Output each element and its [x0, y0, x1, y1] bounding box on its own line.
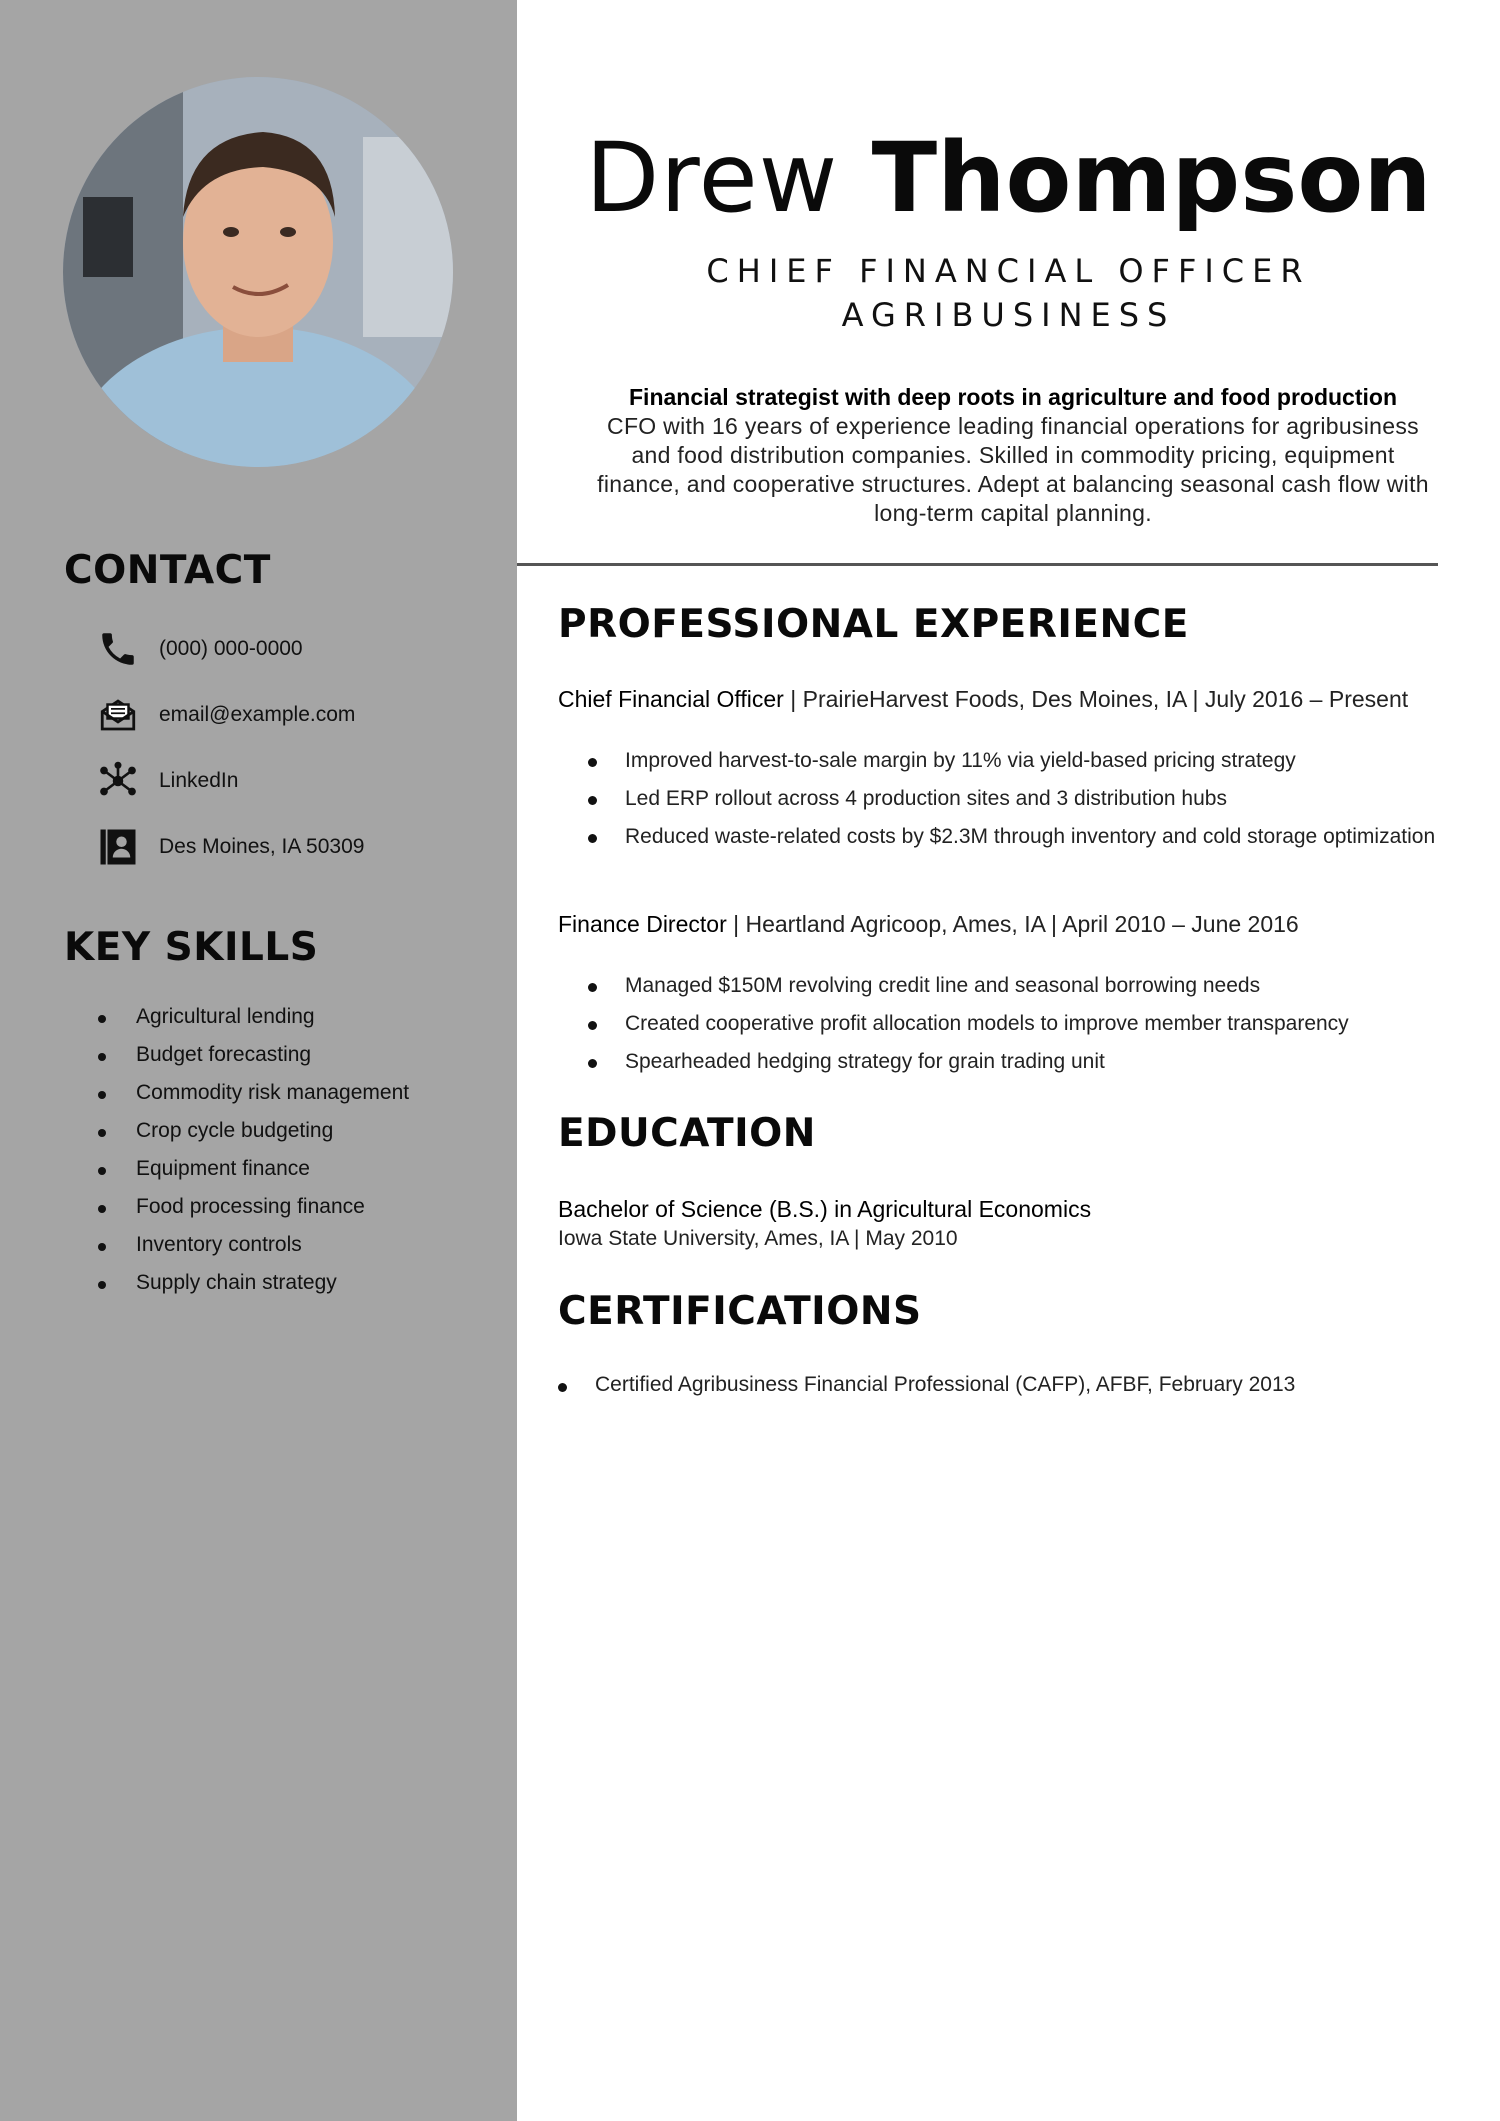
list-item: Spearheaded hedging strategy for grain trading unit	[588, 1048, 1438, 1075]
list-item: Created cooperative profit allocation models to improve member transparency	[588, 1010, 1438, 1037]
job-1-role: Chief Financial Officer	[558, 686, 784, 712]
job-industry: AGRIBUSINESS	[841, 296, 1176, 334]
job-1-bullets	[588, 747, 1438, 861]
bullet-icon	[98, 1015, 106, 1023]
job-1-header	[558, 686, 1408, 713]
email-icon	[96, 693, 140, 737]
list-item: Budget forecasting	[98, 1040, 409, 1078]
bullet-icon	[98, 1091, 106, 1099]
experience-heading: PROFESSIONAL EXPERIENCE	[558, 602, 1189, 647]
contact-address	[96, 825, 365, 869]
list-item: Led ERP rollout across 4 production sites and 3 distribution hubs	[588, 785, 1438, 812]
certifications-heading: CERTIFICATIONS	[558, 1289, 922, 1334]
contact-heading: CONTACT	[64, 548, 271, 593]
bullet-icon	[588, 758, 597, 767]
sidebar	[0, 0, 517, 2121]
bullet-icon	[98, 1053, 106, 1061]
job-title: CHIEF FINANCIAL OFFICER	[706, 252, 1311, 290]
summary-headline: Financial strategist with deep roots in agriculture and food production	[629, 384, 1397, 410]
certifications-list	[558, 1371, 1295, 1398]
bullet-icon	[588, 1059, 597, 1068]
list-item: Crop cycle budgeting	[98, 1116, 409, 1154]
contact-address-text: Des Moines, IA 50309	[159, 835, 365, 858]
header-divider	[517, 563, 1438, 566]
education-degree: Bachelor of Science (B.S.) in Agricultural Economics	[558, 1196, 1092, 1222]
contact-email-text: email@example.com	[159, 703, 356, 726]
contact-phone	[96, 627, 303, 671]
bullet-icon	[558, 1383, 567, 1392]
list-item: Improved harvest-to-sale margin by 11% via yield-based pricing strategy	[588, 747, 1438, 774]
bullet-icon	[588, 796, 597, 805]
contact-linkedin[interactable]	[96, 759, 239, 803]
job-2-meta: | Heartland Agricoop, Ames, IA | April 2010 – June 2016	[726, 911, 1299, 937]
profile-photo	[63, 77, 453, 467]
bullet-icon	[98, 1129, 106, 1137]
education-heading: EDUCATION	[558, 1111, 816, 1156]
skills-list	[98, 1002, 409, 1306]
last-name: Thompson	[871, 122, 1432, 234]
summary-body: CFO with 16 years of experience leading financial operations for agribusiness and food distribution companies. Skilled in commodity pricing, equipment finance, and cooperative structures. Adept at balancing seasonal cash flow with long-term capital planning.	[597, 413, 1429, 526]
list-item: Commodity risk management	[98, 1078, 409, 1116]
phone-icon	[96, 627, 140, 671]
first-name: Drew	[585, 122, 839, 234]
bullet-icon	[98, 1281, 106, 1289]
address-book-icon	[96, 825, 140, 869]
network-icon	[96, 759, 140, 803]
skills-heading: KEY SKILLS	[64, 925, 319, 970]
job-1-meta: | PrairieHarvest Foods, Des Moines, IA | July 2016 – Present	[783, 686, 1409, 712]
job-2-bullets	[588, 972, 1438, 1086]
education-school: Iowa State University, Ames, IA | May 2010	[558, 1227, 958, 1250]
job-2-header	[558, 911, 1299, 938]
list-item: Agricultural lending	[98, 1002, 409, 1040]
list-item: Supply chain strategy	[98, 1268, 409, 1306]
list-item: Food processing finance	[98, 1192, 409, 1230]
job-2-role: Finance Director	[558, 911, 727, 937]
contact-email[interactable]	[96, 693, 356, 737]
list-item: Equipment finance	[98, 1154, 409, 1192]
bullet-icon	[588, 983, 597, 992]
bullet-icon	[588, 834, 597, 843]
list-item: Reduced waste-related costs by $2.3M through inventory and cold storage optimization	[588, 823, 1438, 850]
bullet-icon	[98, 1243, 106, 1251]
bullet-icon	[98, 1205, 106, 1213]
bullet-icon	[98, 1167, 106, 1175]
contact-linkedin-text: LinkedIn	[159, 769, 239, 792]
list-item: Certified Agribusiness Financial Professional (CAFP), AFBF, February 2013	[558, 1371, 1295, 1398]
list-item: Managed $150M revolving credit line and seasonal borrowing needs	[588, 972, 1438, 999]
contact-phone-text: (000) 000-0000	[159, 637, 303, 660]
candidate-name	[517, 118, 1500, 238]
list-item: Inventory controls	[98, 1230, 409, 1268]
bullet-icon	[588, 1021, 597, 1030]
summary	[590, 383, 1436, 528]
